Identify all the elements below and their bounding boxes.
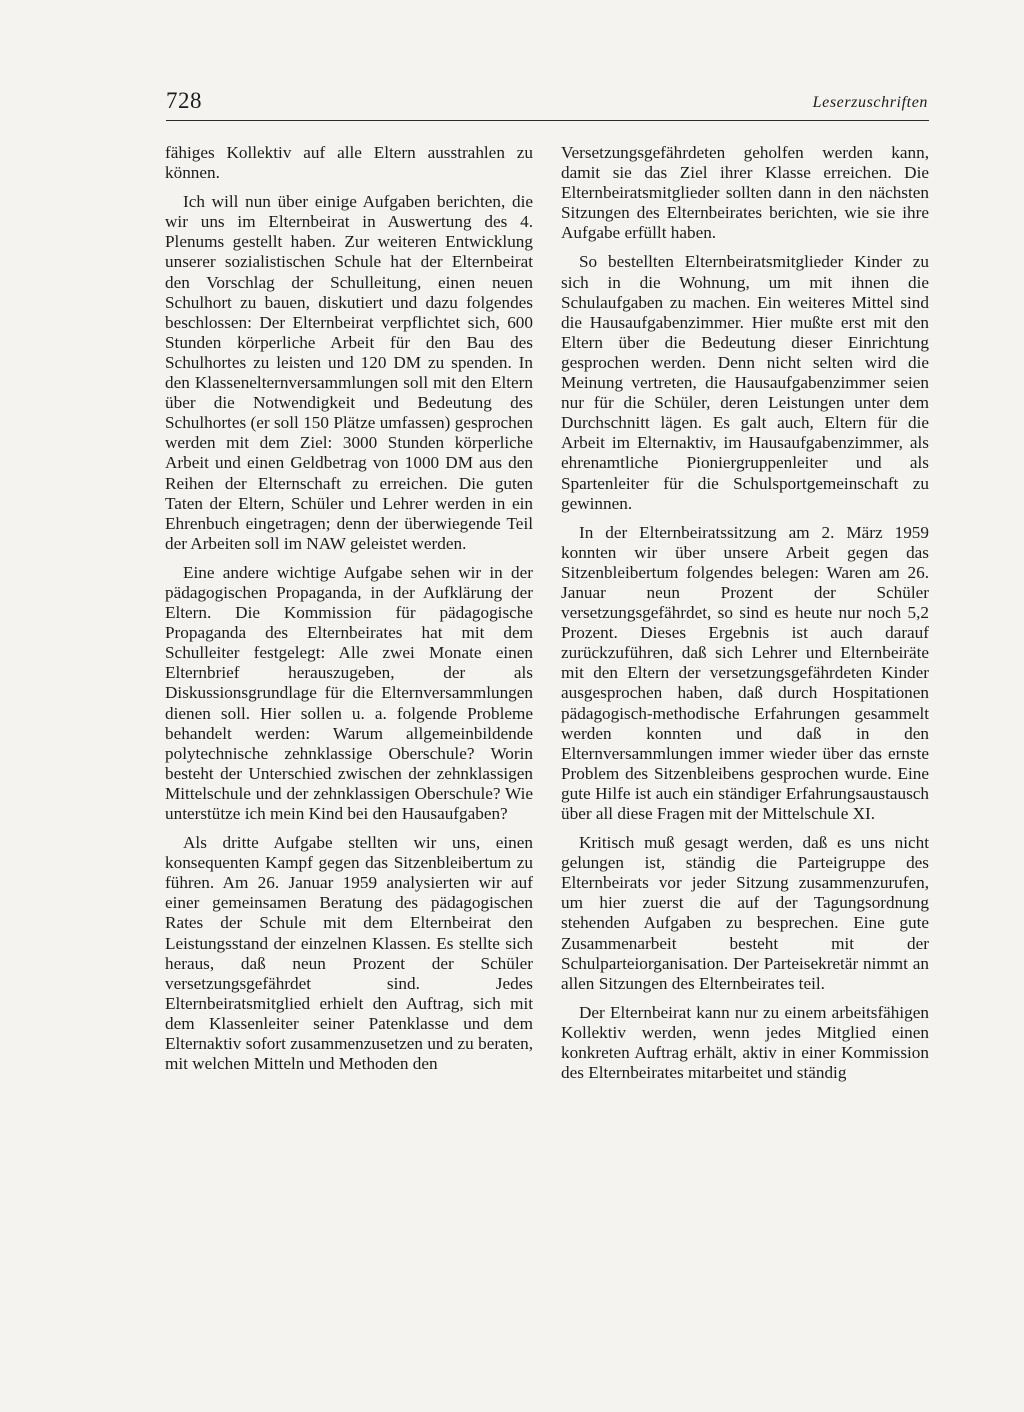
paragraph: Als dritte Aufgabe stellten wir uns, einen konsequenten Kampf gegen das Sitzenbleibertum zu führen. Am 26. Januar 1959 analysierten wir auf einer gemeinsamen Beratung des pädagogischen Rates der Schule mit dem Elternbeirat den Leistungsstand der einzelnen Klassen. Es stellte sich heraus, daß neun Prozent der Schüler versetzungsgefährdet sind. Jedes Elternbeiratsmitglied erhielt den Auftrag, sich mit dem Klassenleiter seiner Patenklasse und dem Elternaktiv sofort zusammenzusetzen und zu beraten, mit welchen Mitteln und Methoden den: [165, 833, 533, 1074]
paragraph: Eine andere wichtige Aufgabe sehen wir in der pädagogischen Propaganda, in der Aufklärung der Eltern. Die Kommission für pädagogische Propaganda des Elternbeirates hat mit dem Schulleiter festgelegt: Alle zwei Monate einen Elternbrief herauszugeben, der als Diskussionsgrundlage für die Elternversammlungen dienen soll. Hier sollen u. a. folgende Probleme behandelt werden: Warum allgemeinbildende polytechnische zehnklassige Oberschule? Worin besteht der Unterschied zwischen der zehnklassigen Mittelschule und der zehnklassigen Oberschule? Wie unterstütze ich mein Kind bei den Hausaufgaben?: [165, 562, 533, 823]
right-column: [561, 143, 929, 1083]
page-number: 728: [166, 88, 202, 113]
paragraph: Kritisch muß gesagt werden, daß es uns nicht gelungen ist, ständig die Parteigruppe des Elternbeirats vor jeder Sitzung zusammenzurufen, um hier zuerst die auf der Tagungsordnung stehenden Aufgaben zu besprechen. Eine gute Zusammenarbeit besteht mit der Schulparteiorganisation. Der Parteisekretär nimmt an allen Sitzungen des Elternbeirates teil.: [561, 833, 929, 993]
paragraph: So bestellten Elternbeiratsmitglieder Kinder zu sich in die Wohnung, um mit ihnen die Schulaufgaben zu machen. Ein weiteres Mittel sind die Hausaufgabenzimmer. Hier mußte erst mit den Eltern über die Bedeutung dieser Einrichtung gesprochen werden. Denn nicht selten wird die Meinung vertreten, die Hausaufgabenzimmer seien nur für die Schüler, deren Leistungen unter dem Durchschnitt lägen. Es galt auch, Eltern für die Arbeit im Elternaktiv, im Hausaufgabenzimmer, als ehrenamtliche Pioniergruppenleiter und als Spartenleiter für die Schulsportgemeinschaft zu gewinnen.: [561, 252, 929, 513]
paragraph: Der Elternbeirat kann nur zu einem arbeitsfähigen Kollektiv werden, wenn jedes Mitglied einen konkreten Auftrag erhält, aktiv in einer Kommission des Elternbeirates mitarbeitet und ständig: [561, 1002, 929, 1083]
paragraph: Versetzungsgefährdeten geholfen werden kann, damit sie das Ziel ihrer Klasse erreichen. Die Elternbeiratsmitglieder sollten dann in den nächsten Sitzungen des Elternbeirates berichten, wie sie ihre Aufgabe erfüllt haben.: [561, 143, 929, 243]
header-rule: [166, 120, 929, 121]
left-column: [165, 143, 533, 1074]
paragraph: fähiges Kollektiv auf alle Eltern ausstrahlen zu können.: [165, 143, 533, 183]
paragraph: Ich will nun über einige Aufgaben berichten, die wir uns im Elternbeirat in Auswertung des 4. Plenums gestellt haben. Zur weiteren Entwicklung unserer sozialistischen Schule hat der Elternbeirat den Vorschlag der Schulleitung, einen neuen Schulhort zu bauen, diskutiert und dazu folgendes beschlossen: Der Elternbeirat verpflichtet sich, 600 Stunden körperliche Arbeit für den Bau des Schulhortes zu leisten und 120 DM zu spenden. In den Klassenelternversammlungen soll mit den Eltern über die Notwendigkeit und Bedeutung des Schulhortes (er soll 150 Plätze umfassen) gesprochen werden mit dem Ziel: 3000 Stunden körperliche Arbeit und einen Geldbetrag von 1000 DM aus den Reihen der Elternschaft zu erreichen. Die guten Taten der Eltern, Schüler und Lehrer werden in ein Ehrenbuch eingetragen; denn der überwiegende Teil der Arbeiten soll im NAW geleistet werden.: [165, 192, 533, 553]
running-title: Leserzuschriften: [812, 94, 928, 111]
paragraph: In der Elternbeiratssitzung am 2. März 1959 konnten wir über unsere Arbeit gegen das Sitzenbleibertum folgendes belegen: Waren am 26. Januar neun Prozent der Schüler versetzungsgefährdet, so sind es heute nur noch 5,2 Prozent. Dieses Ergebnis ist auch darauf zurückzuführen, daß sich Lehrer und Elternbeiräte mit den Eltern der versetzungsgefährdeten Kinder ausgesprochen haben, daß durch Hospitationen pädagogisch-methodische Erfahrungen gesammelt werden konnten und daß in den Elternversammlungen immer wieder über das ernste Problem des Sitzenbleibens gesprochen wurde. Eine gute Hilfe ist auch ein ständiger Erfahrungsaustausch über all diese Fragen mit der Mittelschule XI.: [561, 522, 929, 823]
